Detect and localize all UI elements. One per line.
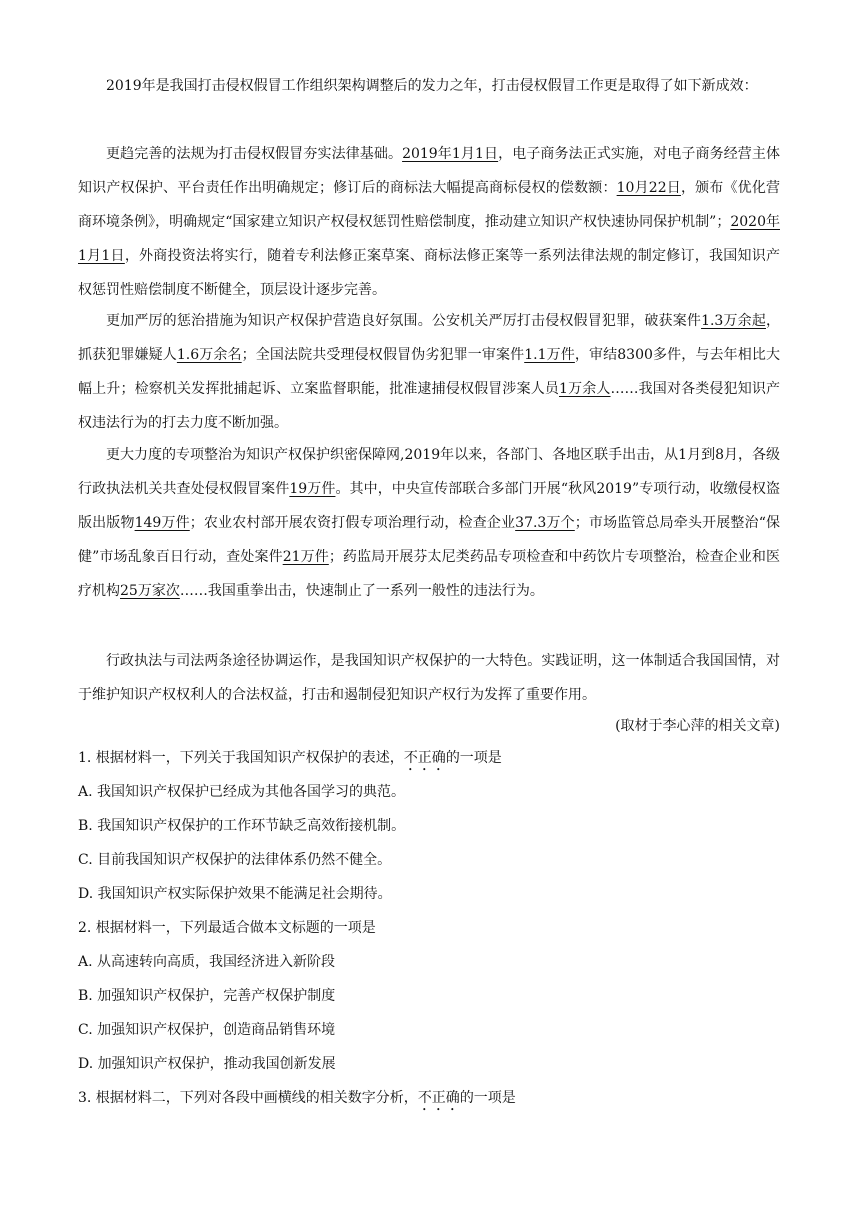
underlined-date: 2020年1月1日 [78,214,780,264]
text-segment: ，颁布《优化营商环境条例》，明确规定“国家建立知识产权侵权惩罚性赔偿制度，推动建立知识产权快速协同保护机制”； [78,180,780,230]
underlined-figure: 1.6万余名 [176,347,242,363]
text-segment: ，电子商务法正式实施，对电子商务经营主体知识产权保护、平台责任作出明确规定；修订后的商标法大幅提高商标侵权的偿数额： [78,146,781,196]
text-segment: ；农业农村部开展农资打假专项治理行动，检查企业 [189,515,516,531]
emphasized-word: 不正确 [417,1090,460,1106]
question-2-option-c: C. 加强知识产权保护，创造商品销售环境 [78,1022,336,1038]
source-attribution: (取材于李心萍的相关文章) [615,718,780,734]
text-segment: ，抓获犯罪嫌疑人 [78,313,780,363]
text-segment: 更大力度的专项整治为知识产权保护织密保障网,2019年以来，各部门、各地区联手出击，从1月到8月，各级行政执法机关共查处侵权假冒案件 [78,447,780,497]
paragraph-conclusion [78,644,780,712]
paragraph-intro-text: 2019年是我国打击侵权假冒工作组织架构调整后的发力之年，打击侵权假冒工作更是取得了如下新成效： [106,78,758,94]
question-2-option-b: B. 加强知识产权保护，完善产权保护制度 [78,988,336,1004]
question-stem-text: 的一项是 [459,1090,516,1106]
paragraph-laws [78,137,780,307]
question-1-option-c: C. 目前我国知识产权保护的法律体系仍然不健全。 [78,852,392,868]
question-2-option-d: D. 加强知识产权保护，推动我国创新发展 [78,1056,336,1072]
question-stem-text: 3. 根据材料二，下列对各段中画横线的相关数字分析， [78,1090,418,1106]
underlined-figure: 149万件 [134,515,190,531]
underlined-figure: 25万家次 [120,583,180,599]
text-segment: ；药监局开展芬太尼类药品专项检查和中药饮片专项整治，检查企业和医疗机构 [78,549,780,599]
underlined-figure: 21万件 [282,549,329,565]
underlined-figure: 1.1万件 [524,347,575,363]
question-1-option-b: B. 我国知识产权保护的工作环节缺乏高效衔接机制。 [78,818,406,834]
underlined-figure: 37.3万个 [515,515,575,531]
question-1-option-a: A. 我国知识产权保护已经成为其他各国学习的典范。 [78,784,406,800]
paragraph-special-rectification [78,438,780,608]
question-2-option-a: A. 从高速转向高质，我国经济进入新阶段 [78,954,336,970]
question-stem-text: 1. 根据材料一，下列关于我国知识产权保护的表述， [78,750,404,766]
underlined-figure: 1.3万余起 [701,313,766,329]
underlined-figure: 1万余人 [559,381,611,397]
underlined-date: 10月22日 [616,180,681,196]
paragraph-punishment [78,304,780,440]
text-segment: ；市场监管总局牵头开展整治“保健”市场乱象百日行动，查处案件 [78,515,780,565]
emphasized-word: 不正确 [403,750,446,766]
text-segment: ，外商投资法将实行，随着专利法修正案草案、商标法修正案等一系列法律法规的制定修订，我国知识产权惩罚性赔偿制度不断健全，顶层设计逐步完善。 [78,248,780,298]
question-1-stem [78,741,780,775]
question-2-stem: 2. 根据材料一，下列最适合做本文标题的一项是 [78,920,376,936]
question-stem-text: 的一项是 [445,750,502,766]
text-segment: 更加严厉的惩治措施为知识产权保护营造良好氛围。公安机关严厉打击侵权假冒犯罪，破获案件 [106,313,702,329]
text-segment: ……我国对各类侵犯知识产权违法行为的打去力度不断加强。 [78,381,780,431]
underlined-figure: 19万件 [289,481,336,497]
question-1-option-d: D. 我国知识产权实际保护效果不能满足社会期待。 [78,886,392,902]
text-segment: ，审结8300多件，与去年相比大幅上升；检察机关发挥批捕起诉、立案监督职能，批准逮捕侵权假冒涉案人员 [78,347,781,397]
paragraph-conclusion-text: 行政执法与司法两条途径协调运作，是我国知识产权保护的一大特色。实践证明，这一体制适合我国国情，对于维护知识产权权利人的合法权益，打击和遏制侵犯知识产权行为发挥了重要作用。 [78,653,780,703]
text-segment: 更趋完善的法规为打击侵权假冒夯实法律基础。 [106,146,403,162]
text-segment: ……我国重拳出击，快速制止了一系列一般性的违法行为。 [179,583,544,599]
text-segment: ；全国法院共受理侵权假冒伪劣犯罪一审案件 [241,347,525,363]
question-3-stem [78,1081,780,1115]
underlined-date: 2019年1月1日 [402,146,499,162]
paragraph-intro [78,69,780,103]
text-segment: 。其中，中央宣传部联合多部门开展“秋风2019”专项行动，收缴侵权盗版出版物 [78,481,780,531]
